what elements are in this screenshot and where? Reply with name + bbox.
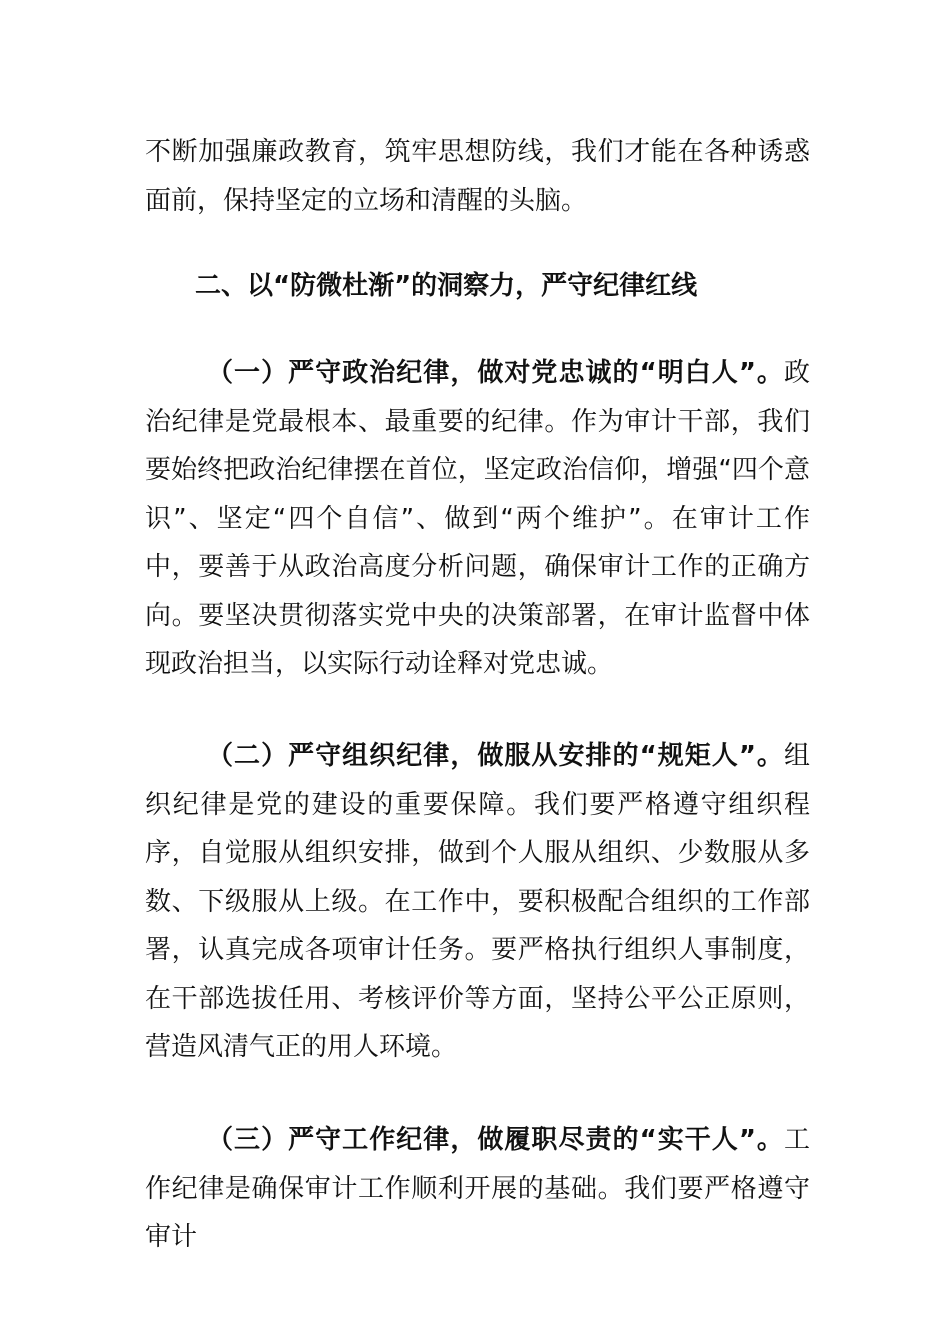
paragraph-intro-continuation: 不断加强廉政教育，筑牢思想防线，我们才能在各种诱惑面前，保持坚定的立场和清醒的头脑。 <box>145 137 810 216</box>
paragraph-lead: （一）严守政治纪律，做对党忠诚的“明白人”。 <box>207 358 784 388</box>
paragraph-body: 政治纪律是党最根本、最重要的纪律。作为审计干部，我们要始终把政治纪律摆在首位，坚定政治信仰，增强“四个意识”、坚定“四个自信”、做到“两个维护”。在审计工作中，要善于从政治高度分析问题，确保审计工作的正确方向。要坚决贯彻落实党中央的决策部署，在审计监督中体现政治担当，以实际行动诠释对党忠诚。 <box>145 358 810 679</box>
paragraph-body: 工作纪律是确保审计工作顺利开展的基础。我们要严格遵守审计 <box>145 1125 810 1252</box>
paragraph-body: 组织纪律是党的建设的重要保障。我们要严格遵守组织程序，自觉服从组织安排，做到个人服从组织、少数服从多数、下级服从上级。在工作中，要积极配合组织的工作部署，认真完成各项审计任务。要严格执行组织人事制度，在干部选拔任用、考核评价等方面，坚持公平公正原则，营造风清气正的用人环境。 <box>145 741 810 1062</box>
paragraph-work-discipline <box>145 1116 810 1262</box>
section-heading: 二、以“防微杜渐”的洞察力，严守纪律红线 <box>195 271 698 301</box>
paragraph-political-discipline <box>145 349 810 689</box>
paragraph-lead: （二）严守组织纪律，做服从安排的“规矩人”。 <box>207 741 784 771</box>
paragraph-organizational-discipline <box>145 732 810 1072</box>
paragraph-lead: （三）严守工作纪律，做履职尽责的“实干人”。 <box>207 1125 784 1155</box>
